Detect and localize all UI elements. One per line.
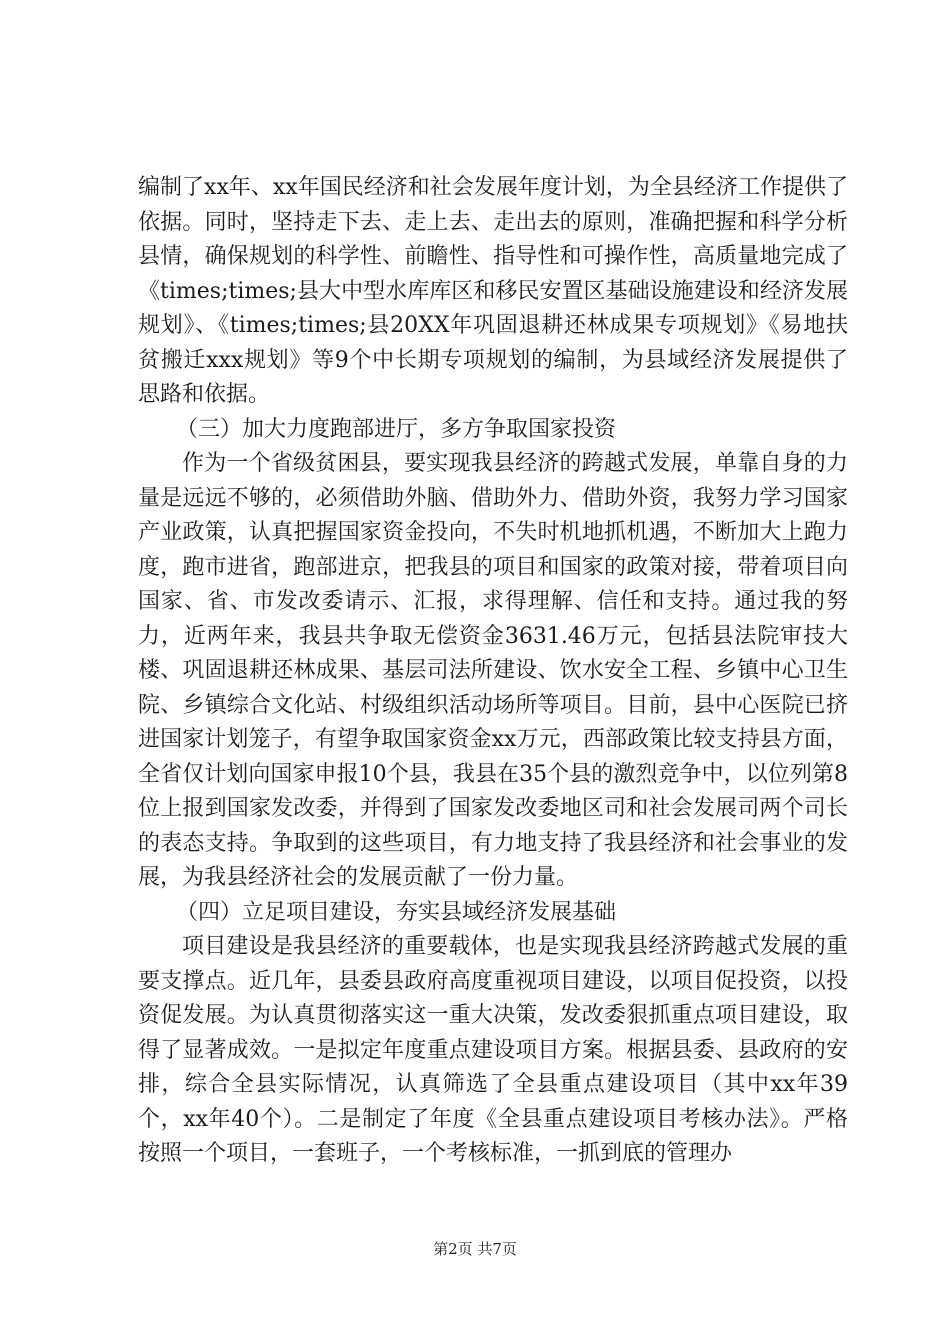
paragraph-planning-continued: 编制了xx年、xx年国民经济和社会发展年度计划，为全县经济工作提供了依据。同时，坚持走下去、走上去、走出去的原则，准确把握和科学分析县情，确保规划的科学性、前瞻性、指导性和可操作性，高质量地完成了《times;times;县大中型水库库区和移民安置区基础设施建设和经济发展规划》、《times;times;县20XX年巩固退耕还林成果专项规划》《易地扶贫搬迁xxx规划》等9个中长期专项规划的编制，为县域经济发展提供了思路和依据。: [138, 175, 848, 407]
paragraph-project-construction: 项目建设是我县经济的重要载体，也是实现我县经济跨越式发展的重要支撑点。近几年，县委县政府高度重视项目建设，以项目促投资，以投资促发展。为认真贯彻落实这一重大决策，发改委狠抓重点项目建设，取得了显著成效。一是拟定年度重点建设项目方案。根据县委、县政府的安排，综合全县实际情况，认真筛选了全县重点建设项目（其中xx年39个，xx年40个）。二是制定了年度《全县重点建设项目考核办法》。严格按照一个项目，一套班子，一个考核标准，一抓到底的管理办: [138, 934, 848, 1166]
page-footer: 第2页 共7页: [433, 1240, 517, 1258]
section-heading-three: （三）加大力度跑部进厅，多方争取国家投资: [176, 416, 617, 442]
section-heading-four: （四）立足项目建设，夯实县域经济发展基础: [176, 899, 617, 925]
paragraph-national-investment: 作为一个省级贫困县，要实现我县经济的跨越式发展，单靠自身的力量是远远不够的，必须借助外脑、借助外力、借助外资，我努力学习国家产业政策，认真把握国家资金投向，不失时机地抓机遇，不断加大上跑力度，跑市进省，跑部进京，把我县的项目和国家的政策对接，带着项目向国家、省、市发改委请示、汇报，求得理解、信任和支持。通过我的努力，近两年来，我县共争取无偿资金3631.46万元，包括县法院审技大楼、巩固退耕还林成果、基层司法所建设、饮水安全工程、乡镇中心卫生院、乡镇综合文化站、村级组织活动场所等项目。目前，县中心医院已挤进国家计划笼子，有望争取国家资金xx万元，西部政策比较支持县方面，全省仅计划向国家申报10个县，我县在35个县的激烈竞争中，以位列第8位上报到国家发改委，并得到了国家发改委地区司和社会发展司两个司长的表态支持。争取到的这些项目，有力地支持了我县经济和社会事业的发展，为我县经济社会的发展贡献了一份力量。: [138, 451, 848, 890]
document-body: [138, 171, 848, 1172]
